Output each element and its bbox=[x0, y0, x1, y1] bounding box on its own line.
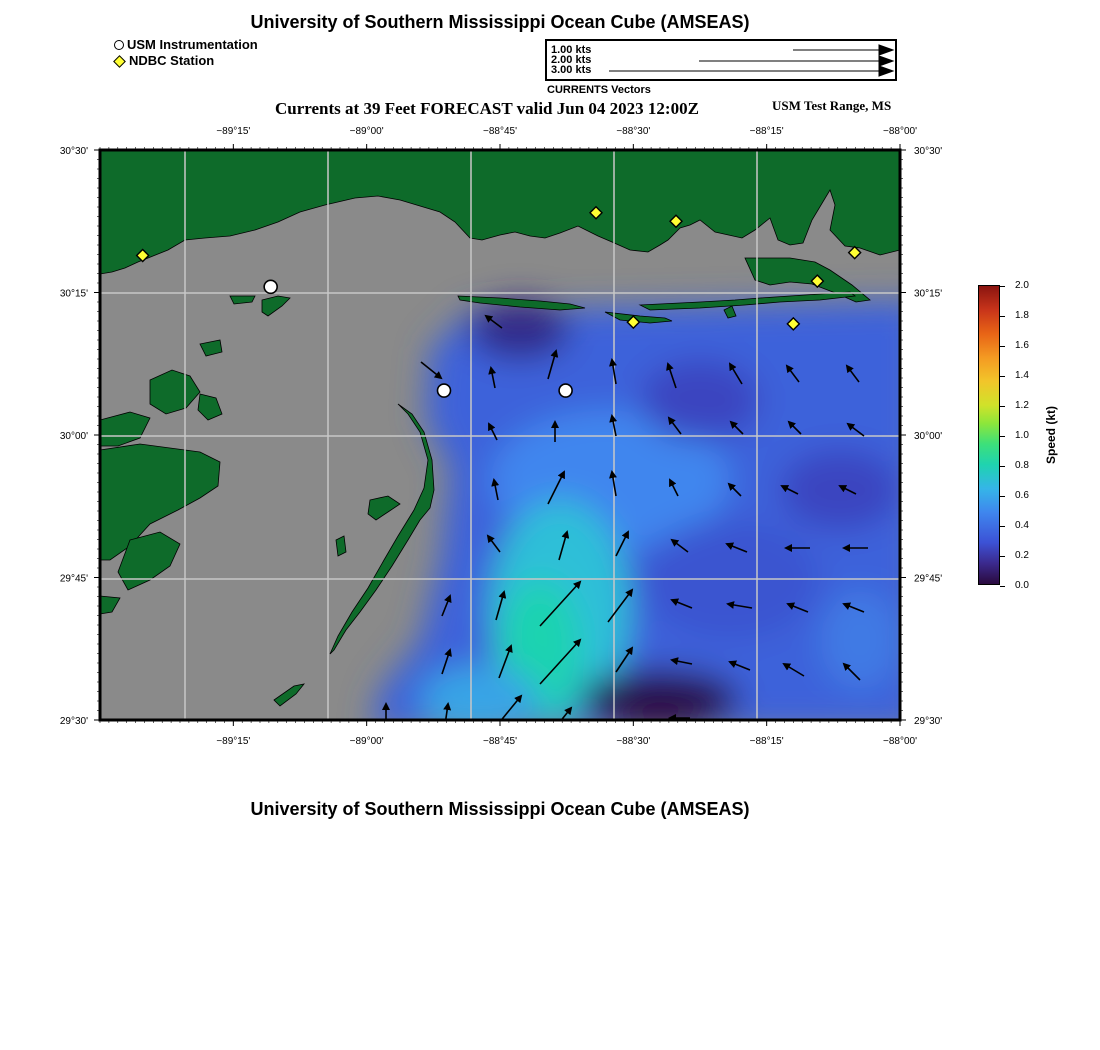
lon-label-bottom: −88°30' bbox=[616, 736, 651, 747]
vector-key-label-2: 2.00 kts bbox=[551, 54, 592, 66]
colorbar-tick-label: 1.8 bbox=[1015, 310, 1029, 321]
colorbar-tick bbox=[1000, 406, 1005, 407]
colorbar-tick bbox=[1000, 556, 1005, 557]
colorbar-tick-label: 1.4 bbox=[1015, 370, 1029, 381]
colorbar-tick bbox=[1000, 346, 1005, 347]
lon-label-bottom: −88°45' bbox=[483, 736, 517, 747]
map-subtitle: Currents at 39 Feet FORECAST valid Jun 04 2023 12:00Z bbox=[275, 99, 699, 118]
map-title: University of Southern Mississippi Ocean Cube (AMSEAS) bbox=[250, 12, 750, 32]
colorbar-tick bbox=[1000, 286, 1005, 287]
colorbar-tick-label: 0.4 bbox=[1015, 520, 1029, 531]
colorbar-tick-label: 0.6 bbox=[1015, 490, 1029, 501]
vector-key-caption: CURRENTS Vectors bbox=[547, 84, 651, 96]
colorbar-tick bbox=[1000, 436, 1005, 437]
usm-station-marker[interactable] bbox=[264, 280, 277, 293]
lon-label-top: −88°00' bbox=[883, 126, 917, 137]
lat-label-right: 30°30' bbox=[914, 146, 943, 157]
lon-label-bottom: −89°15' bbox=[216, 736, 251, 747]
colorbar-tick bbox=[1000, 586, 1005, 587]
lon-label-bottom: −88°00' bbox=[883, 736, 917, 747]
lat-label-left: 30°00' bbox=[59, 431, 88, 442]
vector-key-label-1: 1.00 kts bbox=[551, 44, 592, 56]
colorbar-tick-label: 0.8 bbox=[1015, 460, 1029, 471]
lat-label-right: 30°15' bbox=[914, 288, 943, 300]
colorbar-tick-label: 0.0 bbox=[1015, 580, 1029, 591]
region-label: USM Test Range, MS bbox=[772, 98, 892, 113]
lat-label-left: 30°30' bbox=[59, 146, 88, 157]
legend-usm-label: USM Instrumentation bbox=[127, 37, 258, 52]
lon-label-top: −88°45' bbox=[483, 126, 517, 137]
lon-label-bottom: −88°15' bbox=[749, 736, 784, 747]
usm-station-marker[interactable] bbox=[559, 384, 572, 397]
lat-label-right: 29°45' bbox=[914, 573, 943, 585]
lon-label-bottom: −89°00' bbox=[349, 736, 384, 747]
colorbar-tick bbox=[1000, 316, 1005, 317]
lat-label-left: 29°45' bbox=[59, 573, 88, 585]
colorbar-tick-label: 1.0 bbox=[1015, 430, 1029, 441]
lon-label-top: −88°30' bbox=[616, 126, 651, 137]
vector-key-label-3: 3.00 kts bbox=[551, 64, 592, 76]
legend-ndbc-label: NDBC Station bbox=[129, 53, 215, 68]
colorbar-tick bbox=[1000, 376, 1005, 377]
lon-label-top: −89°00' bbox=[349, 126, 384, 137]
speed-field bbox=[370, 300, 920, 735]
lat-label-right: 29°30' bbox=[914, 716, 943, 727]
colorbar-tick-label: 2.0 bbox=[1015, 280, 1029, 291]
island-small-a bbox=[336, 536, 346, 556]
lat-label-left: 29°30' bbox=[59, 716, 88, 727]
lon-label-top: −88°15' bbox=[749, 126, 784, 137]
colorbar-tick bbox=[1000, 496, 1005, 497]
lat-label-right: 30°00' bbox=[914, 431, 943, 442]
colorbar-tick-label: 1.2 bbox=[1015, 400, 1029, 411]
usm-station-marker[interactable] bbox=[438, 384, 451, 397]
colorbar-tick bbox=[1000, 466, 1005, 467]
colorbar-tick-label: 0.2 bbox=[1015, 550, 1029, 561]
footer-title: University of Southern Mississippi Ocean Cube (AMSEAS) bbox=[250, 799, 750, 819]
colorbar-title: Speed (kt) bbox=[1044, 405, 1058, 465]
lon-label-top: −89°15' bbox=[216, 126, 251, 137]
lat-label-left: 30°15' bbox=[59, 288, 88, 300]
speed-colorbar bbox=[978, 285, 1000, 585]
colorbar-tick-label: 1.6 bbox=[1015, 340, 1029, 351]
colorbar-tick bbox=[1000, 526, 1005, 527]
